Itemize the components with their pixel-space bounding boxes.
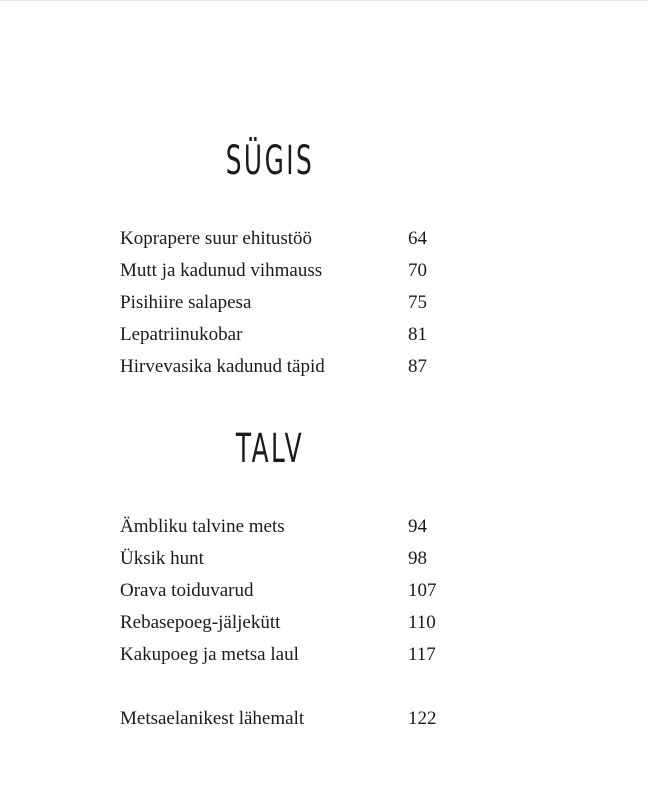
toc-entry-page: 87 [408,356,427,377]
toc-entry-page: 98 [408,548,427,569]
toc-entry-title: Hirvevasika kadunud täpid [120,356,325,377]
toc-entry[interactable] [120,639,480,671]
toc-entry[interactable] [120,287,480,319]
toc-entry-title: Ämbliku talvine mets [120,516,285,537]
toc-entry-page: 81 [408,324,427,345]
toc-list-autumn [120,223,480,383]
toc-entry-title: Lepatriinukobar [120,324,243,345]
toc-entry-page: 122 [408,708,437,729]
toc-entry-title: Orava toiduvarud [120,580,254,601]
toc-entry-title: Kakupoeg ja metsa laul [120,644,299,665]
toc-entry-page: 110 [408,612,436,633]
toc-entry-page: 64 [408,228,427,249]
toc-entry-title: Rebasepoeg-jäljekütt [120,612,281,633]
toc-entry[interactable] [120,255,480,287]
toc-entry[interactable] [120,543,480,575]
toc-entry-title: Üksik hunt [120,548,204,569]
toc-entry-page: 94 [408,516,427,537]
toc-entry[interactable] [120,511,480,543]
toc-list-extra [120,703,480,735]
section-heading-winter: TALV [235,426,305,472]
toc-entry-page: 75 [408,292,427,313]
toc-entry-page: 117 [408,644,436,665]
section-heading-autumn: SÜGIS [225,138,315,184]
toc-entry-title: Mutt ja kadunud vihmauss [120,260,323,281]
toc-entry[interactable] [120,319,480,351]
toc-entry-page: 70 [408,260,427,281]
toc-entry[interactable] [120,223,480,255]
toc-entry-page: 107 [408,580,437,601]
toc-entry-title: Metsaelanikest lähemalt [120,708,305,729]
toc-entry-title: Pisihiire salapesa [120,292,252,313]
toc-entry[interactable] [120,703,480,735]
toc-list-winter [120,511,480,671]
toc-entry[interactable] [120,607,480,639]
toc-entry[interactable] [120,351,480,383]
toc-entry[interactable] [120,575,480,607]
toc-entry-title: Koprapere suur ehitustöö [120,228,313,249]
